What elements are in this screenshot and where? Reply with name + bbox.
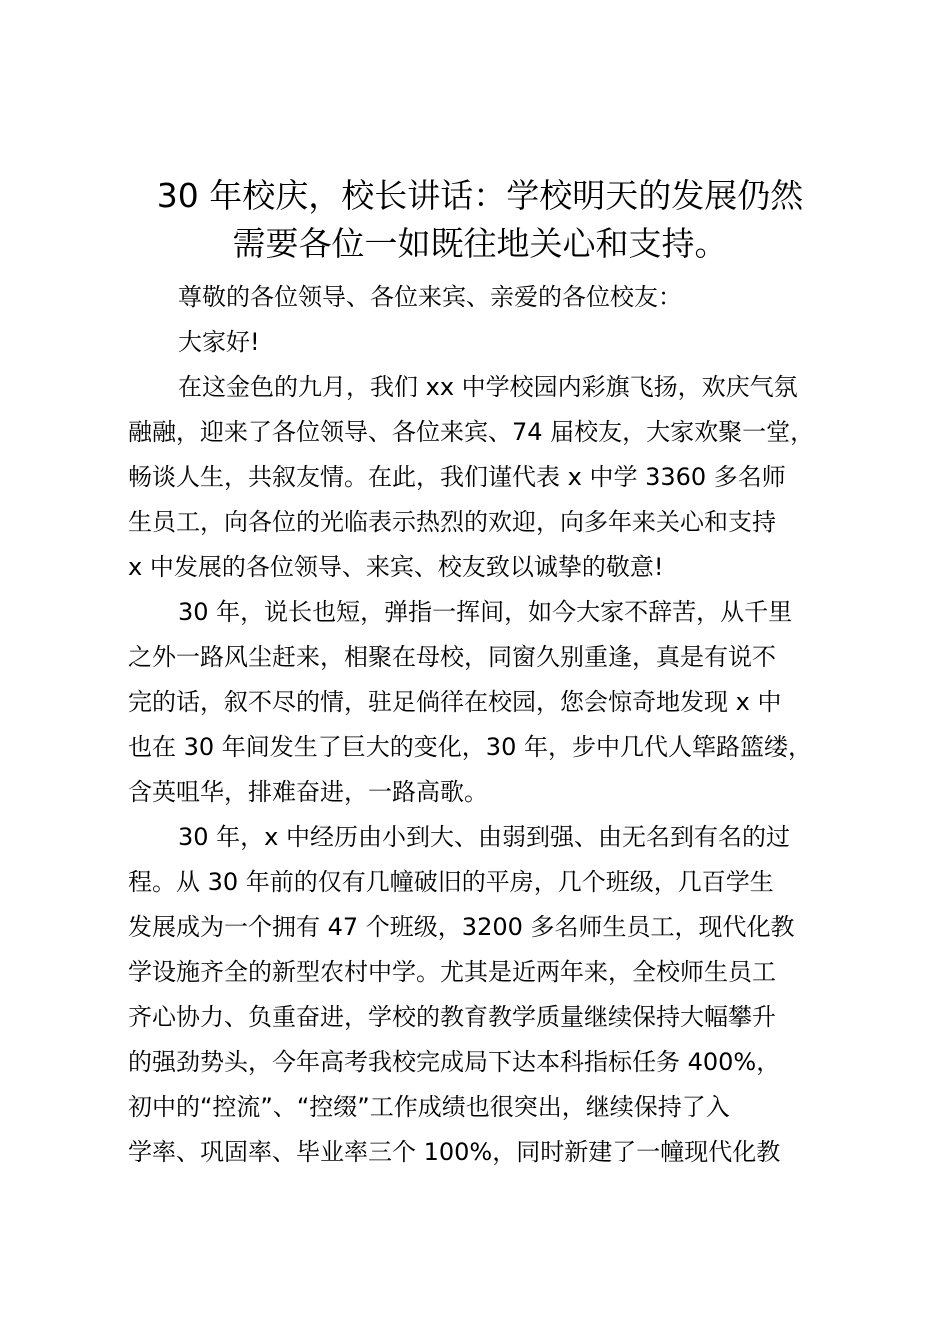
paragraph-3-line: 程。从 30 年前的仅有几幢破旧的平房，几个班级，几百学生 (128, 868, 774, 896)
title-line-1: 30 年校庆，校长讲话：学校明天的发展仍然 (156, 176, 804, 215)
paragraph-2-line: 30 年，说长也短，弹指一挥间，如今大家不辞苦，从千里 (178, 598, 793, 626)
document-body (128, 275, 838, 1175)
paragraph-1-line: 畅谈人生，共叙友情。在此，我们谨代表 x 中学 3360 多名师 (128, 463, 786, 491)
document-title (120, 172, 840, 268)
paragraph-3-line: 学率、巩固率、毕业率三个 100%，同时新建了一幢现代化教 (128, 1138, 781, 1166)
paragraph-3-line: 30 年，x 中经历由小到大、由弱到强、由无名到有名的过 (178, 823, 790, 851)
paragraph-3-line: 齐心协力、负重奋进，学校的教育教学质量继续保持大幅攀升 (128, 1003, 776, 1031)
greeting: 大家好! (178, 328, 260, 356)
paragraph-3-line: 初中的“控流”、“控缀”工作成绩也很突出，继续保持了入 (128, 1093, 730, 1121)
paragraph-1-line: x 中发展的各位领导、来宾、校友致以诚挚的敬意! (128, 553, 664, 581)
paragraph-3-line: 的强劲势头，今年高考我校完成局下达本科指标任务 400%， (128, 1048, 781, 1076)
paragraph-2-line: 含英咀华，排难奋进，一路高歌。 (128, 778, 488, 806)
paragraph-2-line: 完的话，叙不尽的情，驻足倘徉在校园，您会惊奇地发现 x 中 (128, 688, 782, 716)
paragraph-2-line: 也在 30 年间发生了巨大的变化，30 年，步中几代人筚路篮缕， (128, 733, 812, 761)
paragraph-3-line: 发展成为一个拥有 47 个班级，3200 多名师生员工，现代化教 (128, 913, 795, 941)
paragraph-1-line: 在这金色的九月，我们 xx 中学校园内彩旗飞扬，欢庆气氛 (178, 373, 798, 401)
paragraph-1-line: 生员工，向各位的光临表示热烈的欢迎，向多年来关心和支持 (128, 508, 776, 536)
salutation: 尊敬的各位领导、各位来宾、亲爱的各位校友： (178, 283, 682, 311)
title-line-2: 需要各位一如既往地关心和支持。 (232, 224, 728, 263)
paragraph-1-line: 融融，迎来了各位领导、各位来宾、74 届校友，大家欢聚一堂， (128, 418, 815, 446)
paragraph-3-line: 学设施齐全的新型农村中学。尤其是近两年来，全校师生员工 (128, 958, 776, 986)
paragraph-2-line: 之外一路风尘赶来，相聚在母校，同窗久别重逢，真是有说不 (128, 643, 776, 671)
